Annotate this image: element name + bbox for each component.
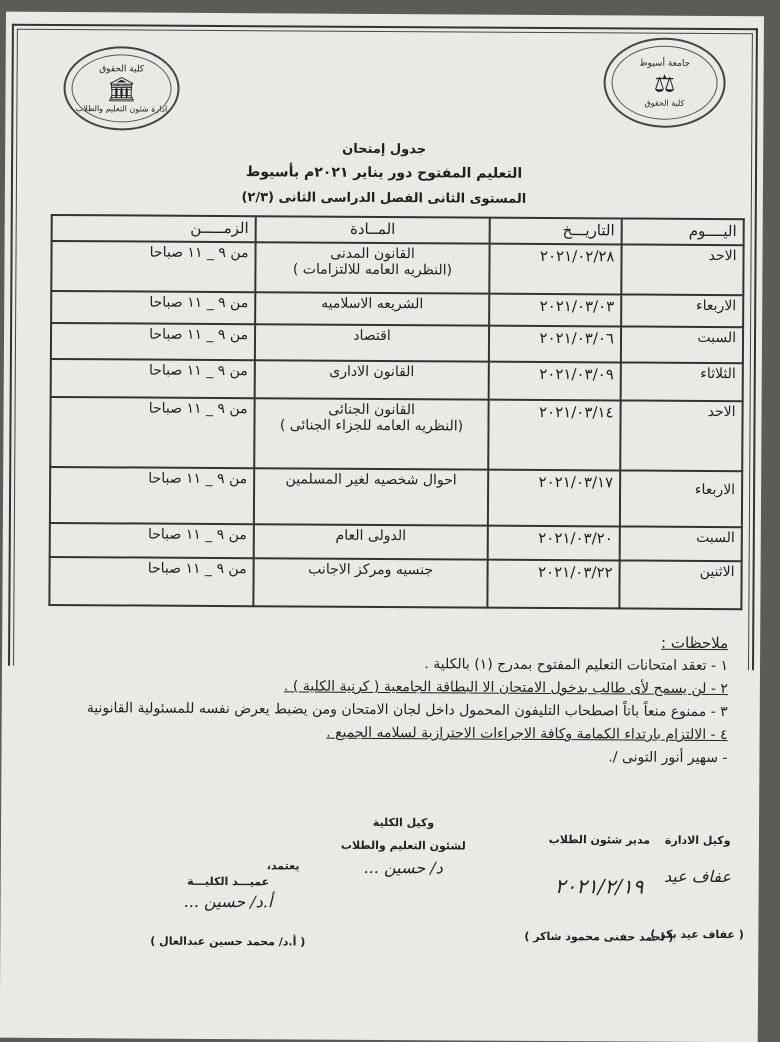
table-row (50, 467, 742, 527)
row-date: ٢٠٢١/٠٣/١٧ (488, 470, 620, 527)
handwritten-signature: ٢٠٢١/٢/١٩ (554, 874, 644, 899)
signature-name: ( أ.د/ محمد حسين عبدالعال ) (150, 934, 306, 949)
row-date: ٢٠٢١/٠٣/٢٢ (487, 560, 619, 609)
row-date: ٢٠٢١/٠٣/٠٣ (489, 294, 621, 327)
seal-bottom-text: كلية الحقوق (644, 98, 685, 108)
seal-bottom-text: ادارة شئون التعليم والطلاب (75, 103, 168, 114)
signature-title: مدير شئون الطلاب (548, 833, 651, 847)
building-icon: 🏛 (106, 74, 137, 103)
subject-detail: (النظريه العامه للالتزامات ) (292, 261, 453, 279)
exam-table (48, 214, 744, 610)
header (5, 140, 763, 209)
table-row (50, 397, 742, 471)
row-day: الاحد (620, 400, 742, 471)
subject-name: القانون الجنائى (328, 401, 415, 419)
page-title: جدول إمتحان (342, 141, 427, 158)
row-date: ٢٠٢١/٠٣/١٤ (488, 400, 620, 471)
signature-title: عميـــد الكليـــة (187, 874, 270, 889)
handwritten-signature: عفاف عيد (663, 866, 731, 887)
row-date: ٢٠٢١/٠٣/٢٠ (488, 526, 620, 561)
header-day: اليــــوم (622, 218, 744, 245)
notes-section (41, 630, 728, 771)
row-date: ٢٠٢١/٠٣/٠٩ (489, 362, 621, 401)
header-time: الزمـــــن (52, 215, 256, 242)
row-date: ٢٠٢١/٠٣/٠٦ (489, 326, 621, 363)
table-row (50, 523, 742, 561)
subject-name: القانون المدنى (330, 245, 415, 263)
row-day: الاثنين (619, 560, 741, 609)
row-time: من ٩ _ ١١ صباحا (51, 323, 255, 360)
row-subject (253, 558, 487, 607)
row-time: من ٩ _ ١١ صباحا (50, 523, 254, 558)
seal-top-text: جامعة أسيوط (639, 58, 691, 69)
row-day: الثلاثاء (621, 362, 743, 401)
note-item: ٣ - ممنوع منعاً باتاً اصطحاب التليفون المحمول داخل لجان الامتحان ومن يضبط يعرض نفسه للمسئولية القانونية (86, 700, 728, 721)
signature-name: ( احمد حفنى محمود شاكر ) (524, 929, 674, 944)
row-time: من ٩ _ ١١ صباحا (50, 467, 254, 524)
handwritten-signature: د/ حسين ... (363, 857, 443, 878)
subject-name: احوال شخصيه لغير المسلمين (285, 471, 457, 489)
signature-title: وكيل الادارة (664, 833, 731, 848)
handwritten-signature: أ.د/ حسين ... (183, 891, 273, 912)
row-time: من ٩ _ ١١ صباحا (51, 291, 255, 324)
note-item: ١ - تعقد امتحانات التعليم المفتوح بمدرج (١) بالكلية . (424, 656, 729, 675)
row-subject (254, 524, 488, 559)
note-item: - سهير أنور التونى /. (608, 749, 728, 767)
row-subject (254, 468, 488, 525)
table-row (51, 291, 743, 327)
subject-name: الدولى العام (335, 527, 407, 545)
row-day: الاربعاء (621, 294, 743, 327)
table-row (49, 557, 741, 609)
signature-subtitle: لشئون التعليم والطلاب (340, 838, 466, 853)
dean-signature (150, 875, 305, 949)
subject-name: جنسيه ومركز الاجانب (308, 561, 434, 579)
subject-name: الشريعه الاسلاميه (321, 295, 424, 313)
notes-heading: ملاحظات : (661, 633, 729, 653)
scales-of-justice-icon: ⚖ (653, 69, 676, 98)
subject-name: القانون الادارى (329, 363, 415, 381)
signature-title: وكيل الكلية (372, 815, 435, 830)
faculty-affairs-seal (63, 46, 180, 131)
row-day: الاحد (621, 244, 743, 295)
table-row (51, 241, 743, 295)
exam-schedule-page (0, 12, 764, 1042)
table-row (51, 323, 743, 363)
table-row (51, 359, 743, 401)
row-subject (254, 398, 488, 469)
row-day: السبت (620, 526, 742, 561)
note-item: ٤ - الالتزام بارتداء الكمامة وكافة الاجراءات الاحترازية لسلامه الجميع . (326, 724, 728, 744)
seal-top-text: كلية الحقوق (99, 63, 145, 75)
header-date: التاريـــخ (490, 218, 622, 245)
vice-dean-signature (341, 816, 466, 878)
row-subject (255, 242, 489, 293)
subject-detail: (النظريه العامه للجزاء الجنائى ) (279, 417, 464, 435)
row-day: السبت (621, 326, 743, 363)
level-line: المستوى الثانى الفصل الدراسى الثانى (٢/٣) (241, 190, 527, 207)
subject-name: اقتصاد (353, 327, 391, 345)
row-time: من ٩ _ ١١ صباحا (50, 397, 254, 468)
row-time: من ٩ _ ١١ صباحا (49, 557, 253, 606)
note-item: ٢ - لن يسمح لأى طالب بدخول الامتحان الا البطاقة الجامعية ( كرنية الكلية ) . (283, 678, 728, 698)
signature-name: ( عفاف عيد بكر ) (650, 927, 744, 942)
faculty-law-seal (603, 37, 726, 128)
row-subject (255, 292, 489, 325)
row-day: الاربعاء (620, 470, 742, 527)
row-time: من ٩ _ ١١ صباحا (51, 241, 255, 292)
row-subject (255, 360, 489, 399)
header-subject: المــادة (256, 216, 490, 243)
row-subject (255, 324, 489, 361)
page-subtitle: التعليم المفتوح دور يناير ٢٠٢١م بأسيوط (245, 164, 523, 182)
approval-label: يعتمد، (266, 859, 300, 873)
row-date: ٢٠٢١/٠٢/٢٨ (489, 244, 621, 295)
admin-deputy-signature (650, 834, 744, 942)
row-time: من ٩ _ ١١ صباحا (51, 359, 255, 398)
